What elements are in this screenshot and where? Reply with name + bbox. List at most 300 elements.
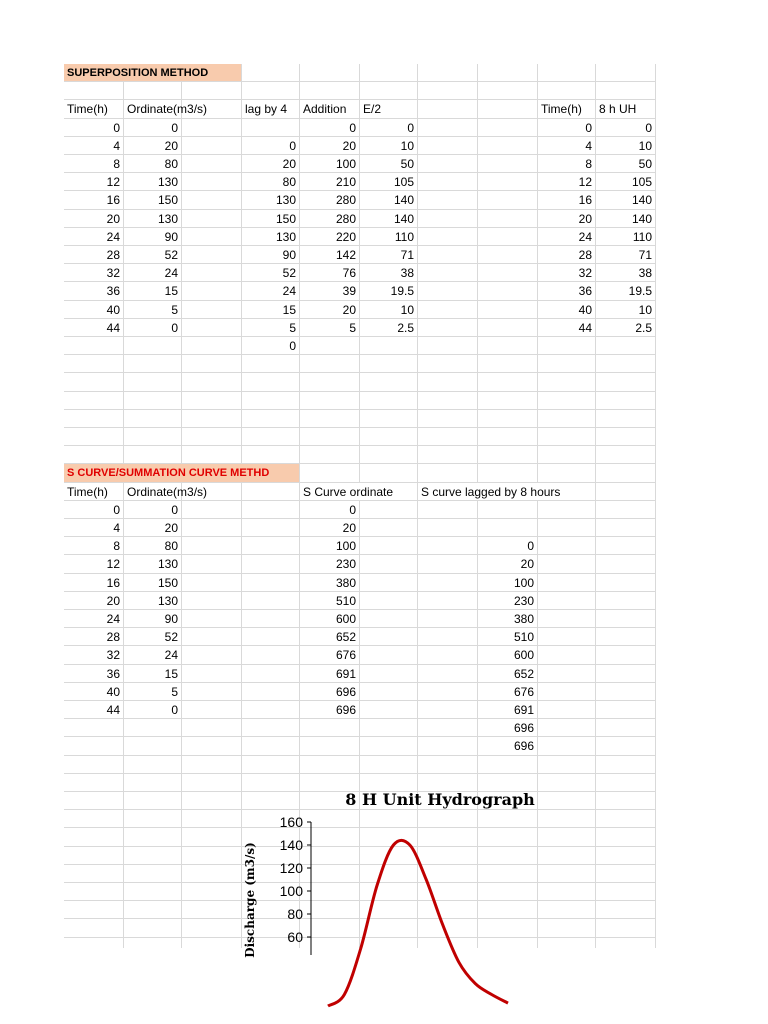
grid-cell[interactable] bbox=[418, 191, 478, 209]
grid-cell[interactable] bbox=[596, 82, 656, 100]
cell-ordinate[interactable]: 15 bbox=[124, 282, 182, 300]
cell-ordinate[interactable]: 20 bbox=[124, 137, 182, 155]
grid-cell[interactable] bbox=[360, 646, 418, 664]
grid-cell[interactable] bbox=[418, 155, 478, 173]
grid-cell[interactable] bbox=[596, 701, 656, 719]
grid-cell[interactable] bbox=[478, 446, 538, 464]
grid-cell[interactable] bbox=[242, 592, 300, 610]
grid-cell[interactable] bbox=[418, 574, 478, 592]
cell-s-ordinate[interactable]: 676 bbox=[300, 646, 360, 664]
grid-cell[interactable] bbox=[182, 82, 242, 100]
cell-time[interactable]: 12 bbox=[64, 173, 124, 191]
cell-ordinate[interactable]: 0 bbox=[124, 319, 182, 337]
grid-cell[interactable] bbox=[418, 592, 478, 610]
grid-cell[interactable] bbox=[360, 82, 418, 100]
grid-cell[interactable] bbox=[182, 282, 242, 300]
cell-time[interactable]: 4 bbox=[64, 137, 124, 155]
grid-cell[interactable] bbox=[538, 64, 596, 82]
cell-time[interactable]: 8 bbox=[64, 537, 124, 555]
grid-cell[interactable] bbox=[124, 919, 182, 937]
grid-cell[interactable] bbox=[242, 501, 300, 519]
cell-time[interactable]: 8 bbox=[64, 155, 124, 173]
cell-addition[interactable]: 20 bbox=[300, 301, 360, 319]
grid-cell[interactable] bbox=[242, 701, 300, 719]
cell-time[interactable]: 16 bbox=[64, 574, 124, 592]
grid-cell[interactable] bbox=[418, 646, 478, 664]
grid-cell[interactable] bbox=[182, 847, 242, 865]
grid-cell[interactable] bbox=[538, 82, 596, 100]
cell-uh[interactable]: 105 bbox=[596, 173, 656, 191]
cell-s-ordinate[interactable]: 696 bbox=[300, 701, 360, 719]
grid-cell[interactable] bbox=[418, 282, 478, 300]
cell-addition[interactable]: 100 bbox=[300, 155, 360, 173]
cell-time[interactable]: 12 bbox=[64, 555, 124, 573]
grid-cell[interactable] bbox=[360, 464, 418, 482]
grid-cell[interactable] bbox=[596, 355, 656, 373]
cell-s-lagged[interactable]: 100 bbox=[478, 574, 538, 592]
grid-cell[interactable] bbox=[360, 628, 418, 646]
cell-ordinate[interactable]: 52 bbox=[124, 246, 182, 264]
grid-cell[interactable] bbox=[64, 828, 124, 846]
grid-cell[interactable] bbox=[418, 246, 478, 264]
grid-cell[interactable] bbox=[418, 173, 478, 191]
grid-cell[interactable] bbox=[182, 155, 242, 173]
cell-uh-time[interactable]: 44 bbox=[538, 319, 596, 337]
grid-cell[interactable] bbox=[418, 264, 478, 282]
cell-ordinate[interactable]: 150 bbox=[124, 191, 182, 209]
cell-uh[interactable]: 50 bbox=[596, 155, 656, 173]
grid-cell[interactable] bbox=[538, 646, 596, 664]
grid-cell[interactable] bbox=[182, 100, 242, 118]
grid-cell[interactable] bbox=[242, 446, 300, 464]
grid-cell[interactable] bbox=[538, 373, 596, 391]
grid-cell[interactable] bbox=[242, 646, 300, 664]
grid-cell[interactable] bbox=[182, 646, 242, 664]
grid-cell[interactable] bbox=[300, 373, 360, 391]
cell-addition[interactable]: 280 bbox=[300, 191, 360, 209]
grid-cell[interactable] bbox=[124, 428, 182, 446]
cell-addition[interactable]: 39 bbox=[300, 282, 360, 300]
grid-cell[interactable] bbox=[300, 82, 360, 100]
grid-cell[interactable] bbox=[478, 64, 538, 82]
grid-cell[interactable] bbox=[360, 610, 418, 628]
grid-cell[interactable] bbox=[478, 428, 538, 446]
grid-cell[interactable] bbox=[538, 392, 596, 410]
cell-time[interactable]: 24 bbox=[64, 610, 124, 628]
grid-cell[interactable] bbox=[418, 756, 478, 774]
grid-cell[interactable] bbox=[478, 301, 538, 319]
cell-s-lagged[interactable]: 696 bbox=[478, 737, 538, 755]
grid-cell[interactable] bbox=[360, 64, 418, 82]
cell-time[interactable]: 0 bbox=[64, 501, 124, 519]
column-header-ordinate[interactable]: Ordinate(m3/s) bbox=[124, 483, 182, 501]
grid-cell[interactable] bbox=[360, 337, 418, 355]
cell-s-lagged[interactable]: 600 bbox=[478, 646, 538, 664]
cell-e2[interactable]: 71 bbox=[360, 246, 418, 264]
grid-cell[interactable] bbox=[124, 792, 182, 810]
cell-ordinate[interactable]: 15 bbox=[124, 665, 182, 683]
grid-cell[interactable] bbox=[242, 519, 300, 537]
grid-cell[interactable] bbox=[538, 355, 596, 373]
grid-cell[interactable] bbox=[360, 501, 418, 519]
cell-addition[interactable]: 76 bbox=[300, 264, 360, 282]
grid-cell[interactable] bbox=[242, 628, 300, 646]
grid-cell[interactable] bbox=[300, 410, 360, 428]
grid-cell[interactable] bbox=[538, 610, 596, 628]
grid-cell[interactable] bbox=[360, 701, 418, 719]
grid-cell[interactable] bbox=[418, 628, 478, 646]
grid-cell[interactable] bbox=[478, 756, 538, 774]
column-header-addition[interactable]: Addition bbox=[300, 100, 360, 118]
grid-cell[interactable] bbox=[538, 428, 596, 446]
grid-cell[interactable] bbox=[182, 919, 242, 937]
cell-ordinate[interactable]: 130 bbox=[124, 592, 182, 610]
cell-lag[interactable]: 52 bbox=[242, 264, 300, 282]
grid-cell[interactable] bbox=[182, 574, 242, 592]
cell-uh[interactable]: 38 bbox=[596, 264, 656, 282]
grid-cell[interactable] bbox=[64, 410, 124, 428]
grid-cell[interactable] bbox=[418, 319, 478, 337]
cell-uh-time[interactable]: 40 bbox=[538, 301, 596, 319]
cell-uh[interactable]: 140 bbox=[596, 210, 656, 228]
grid-cell[interactable] bbox=[124, 847, 182, 865]
grid-cell[interactable] bbox=[418, 610, 478, 628]
grid-cell[interactable] bbox=[124, 737, 182, 755]
cell-ordinate[interactable]: 90 bbox=[124, 228, 182, 246]
cell-ordinate[interactable]: 80 bbox=[124, 537, 182, 555]
grid-cell[interactable] bbox=[64, 901, 124, 919]
grid-cell[interactable] bbox=[538, 737, 596, 755]
grid-cell[interactable] bbox=[300, 392, 360, 410]
grid-cell[interactable] bbox=[64, 810, 124, 828]
cell-s-ordinate[interactable]: 0 bbox=[300, 501, 360, 519]
cell-e2[interactable]: 50 bbox=[360, 155, 418, 173]
cell-s-ordinate[interactable]: 652 bbox=[300, 628, 360, 646]
grid-cell[interactable] bbox=[418, 719, 478, 737]
grid-cell[interactable] bbox=[124, 756, 182, 774]
grid-cell[interactable] bbox=[182, 137, 242, 155]
grid-cell[interactable] bbox=[64, 82, 124, 100]
grid-cell[interactable] bbox=[478, 355, 538, 373]
cell-s-lagged[interactable]: 691 bbox=[478, 701, 538, 719]
cell-ordinate[interactable]: 130 bbox=[124, 173, 182, 191]
cell-time[interactable]: 16 bbox=[64, 191, 124, 209]
cell-s-ordinate[interactable]: 100 bbox=[300, 537, 360, 555]
grid-cell[interactable] bbox=[418, 64, 478, 82]
grid-cell[interactable] bbox=[596, 592, 656, 610]
grid-cell[interactable] bbox=[300, 719, 360, 737]
grid-cell[interactable] bbox=[478, 210, 538, 228]
cell-lag[interactable]: 80 bbox=[242, 173, 300, 191]
grid-cell[interactable] bbox=[360, 428, 418, 446]
grid-cell[interactable] bbox=[182, 392, 242, 410]
grid-cell[interactable] bbox=[182, 319, 242, 337]
grid-cell[interactable] bbox=[242, 737, 300, 755]
grid-cell[interactable] bbox=[478, 155, 538, 173]
cell-uh[interactable]: 140 bbox=[596, 191, 656, 209]
grid-cell[interactable] bbox=[182, 792, 242, 810]
grid-cell[interactable] bbox=[242, 119, 300, 137]
cell-lag[interactable]: 20 bbox=[242, 155, 300, 173]
grid-cell[interactable] bbox=[418, 301, 478, 319]
cell-ordinate[interactable]: 24 bbox=[124, 646, 182, 664]
grid-cell[interactable] bbox=[418, 137, 478, 155]
column-header-e2[interactable]: E/2 bbox=[360, 100, 418, 118]
grid-cell[interactable] bbox=[182, 938, 242, 948]
grid-cell[interactable] bbox=[538, 592, 596, 610]
grid-cell[interactable] bbox=[478, 337, 538, 355]
grid-cell[interactable] bbox=[242, 610, 300, 628]
grid-cell[interactable] bbox=[538, 410, 596, 428]
grid-cell[interactable] bbox=[418, 446, 478, 464]
grid-cell[interactable] bbox=[538, 446, 596, 464]
cell-addition[interactable]: 0 bbox=[300, 119, 360, 137]
grid-cell[interactable] bbox=[242, 355, 300, 373]
grid-cell[interactable] bbox=[596, 464, 656, 482]
cell-ordinate[interactable]: 5 bbox=[124, 683, 182, 701]
grid-cell[interactable] bbox=[418, 428, 478, 446]
cell-lag[interactable]: 0 bbox=[242, 337, 300, 355]
grid-cell[interactable] bbox=[596, 555, 656, 573]
grid-cell[interactable] bbox=[418, 464, 478, 482]
cell-e2[interactable]: 10 bbox=[360, 301, 418, 319]
grid-cell[interactable] bbox=[300, 737, 360, 755]
grid-cell[interactable] bbox=[360, 537, 418, 555]
grid-cell[interactable] bbox=[64, 865, 124, 883]
grid-cell[interactable] bbox=[596, 719, 656, 737]
cell-uh-time[interactable]: 12 bbox=[538, 173, 596, 191]
cell-uh-time[interactable]: 36 bbox=[538, 282, 596, 300]
grid-cell[interactable] bbox=[182, 537, 242, 555]
cell-uh[interactable]: 110 bbox=[596, 228, 656, 246]
grid-cell[interactable] bbox=[182, 246, 242, 264]
grid-cell[interactable] bbox=[182, 373, 242, 391]
grid-cell[interactable] bbox=[64, 792, 124, 810]
grid-cell[interactable] bbox=[538, 519, 596, 537]
grid-cell[interactable] bbox=[418, 210, 478, 228]
cell-s-ordinate[interactable]: 510 bbox=[300, 592, 360, 610]
grid-cell[interactable] bbox=[64, 938, 124, 948]
grid-cell[interactable] bbox=[182, 628, 242, 646]
cell-uh[interactable]: 19.5 bbox=[596, 282, 656, 300]
grid-cell[interactable] bbox=[538, 756, 596, 774]
cell-s-lagged[interactable]: 676 bbox=[478, 683, 538, 701]
cell-time[interactable]: 32 bbox=[64, 646, 124, 664]
grid-cell[interactable] bbox=[64, 774, 124, 792]
grid-cell[interactable] bbox=[124, 392, 182, 410]
grid-cell[interactable] bbox=[418, 337, 478, 355]
cell-e2[interactable]: 0 bbox=[360, 119, 418, 137]
grid-cell[interactable] bbox=[182, 210, 242, 228]
cell-time[interactable]: 40 bbox=[64, 683, 124, 701]
grid-cell[interactable] bbox=[360, 555, 418, 573]
grid-cell[interactable] bbox=[418, 537, 478, 555]
grid-cell[interactable] bbox=[124, 883, 182, 901]
cell-addition[interactable]: 20 bbox=[300, 137, 360, 155]
cell-s-ordinate[interactable]: 696 bbox=[300, 683, 360, 701]
cell-addition[interactable]: 210 bbox=[300, 173, 360, 191]
grid-cell[interactable] bbox=[242, 683, 300, 701]
column-header-time[interactable]: Time(h) bbox=[64, 483, 124, 501]
grid-cell[interactable] bbox=[64, 719, 124, 737]
cell-uh[interactable]: 0 bbox=[596, 119, 656, 137]
grid-cell[interactable] bbox=[596, 519, 656, 537]
grid-cell[interactable] bbox=[300, 464, 360, 482]
grid-cell[interactable] bbox=[418, 392, 478, 410]
cell-lag[interactable]: 0 bbox=[242, 137, 300, 155]
grid-cell[interactable] bbox=[360, 355, 418, 373]
cell-time[interactable]: 24 bbox=[64, 228, 124, 246]
grid-cell[interactable] bbox=[124, 938, 182, 948]
grid-cell[interactable] bbox=[182, 665, 242, 683]
grid-cell[interactable] bbox=[596, 683, 656, 701]
cell-time[interactable]: 44 bbox=[64, 319, 124, 337]
column-header-uh-time[interactable]: Time(h) bbox=[538, 100, 596, 118]
cell-ordinate[interactable]: 80 bbox=[124, 155, 182, 173]
grid-cell[interactable] bbox=[242, 756, 300, 774]
cell-e2[interactable]: 2.5 bbox=[360, 319, 418, 337]
cell-time[interactable]: 28 bbox=[64, 246, 124, 264]
cell-s-lagged[interactable]: 380 bbox=[478, 610, 538, 628]
grid-cell[interactable] bbox=[182, 173, 242, 191]
cell-ordinate[interactable]: 90 bbox=[124, 610, 182, 628]
cell-uh-time[interactable]: 4 bbox=[538, 137, 596, 155]
cell-time[interactable]: 4 bbox=[64, 519, 124, 537]
cell-ordinate[interactable]: 0 bbox=[124, 119, 182, 137]
grid-cell[interactable] bbox=[242, 719, 300, 737]
cell-s-ordinate[interactable]: 230 bbox=[300, 555, 360, 573]
cell-time[interactable]: 40 bbox=[64, 301, 124, 319]
grid-cell[interactable] bbox=[418, 100, 478, 118]
cell-e2[interactable]: 105 bbox=[360, 173, 418, 191]
grid-cell[interactable] bbox=[596, 737, 656, 755]
cell-addition[interactable]: 220 bbox=[300, 228, 360, 246]
grid-cell[interactable] bbox=[538, 719, 596, 737]
cell-uh[interactable]: 10 bbox=[596, 301, 656, 319]
cell-time[interactable]: 36 bbox=[64, 282, 124, 300]
cell-ordinate[interactable]: 0 bbox=[124, 701, 182, 719]
grid-cell[interactable] bbox=[300, 337, 360, 355]
grid-cell[interactable] bbox=[596, 428, 656, 446]
grid-cell[interactable] bbox=[360, 719, 418, 737]
grid-cell[interactable] bbox=[478, 282, 538, 300]
grid-cell[interactable] bbox=[64, 337, 124, 355]
grid-cell[interactable] bbox=[418, 519, 478, 537]
cell-time[interactable]: 0 bbox=[64, 119, 124, 137]
grid-cell[interactable] bbox=[596, 501, 656, 519]
cell-uh[interactable]: 2.5 bbox=[596, 319, 656, 337]
cell-addition[interactable]: 280 bbox=[300, 210, 360, 228]
grid-cell[interactable] bbox=[418, 737, 478, 755]
grid-cell[interactable] bbox=[182, 883, 242, 901]
grid-cell[interactable] bbox=[478, 246, 538, 264]
cell-s-lagged[interactable]: 230 bbox=[478, 592, 538, 610]
grid-cell[interactable] bbox=[182, 737, 242, 755]
grid-cell[interactable] bbox=[64, 428, 124, 446]
cell-time[interactable]: 36 bbox=[64, 665, 124, 683]
cell-addition[interactable]: 142 bbox=[300, 246, 360, 264]
grid-cell[interactable] bbox=[478, 119, 538, 137]
grid-cell[interactable] bbox=[300, 64, 360, 82]
cell-e2[interactable]: 140 bbox=[360, 191, 418, 209]
grid-cell[interactable] bbox=[596, 446, 656, 464]
grid-cell[interactable] bbox=[182, 119, 242, 137]
grid-cell[interactable] bbox=[242, 428, 300, 446]
cell-lag[interactable]: 90 bbox=[242, 246, 300, 264]
grid-cell[interactable] bbox=[596, 337, 656, 355]
cell-uh-time[interactable]: 8 bbox=[538, 155, 596, 173]
cell-time[interactable]: 44 bbox=[64, 701, 124, 719]
grid-cell[interactable] bbox=[182, 501, 242, 519]
grid-cell[interactable] bbox=[182, 264, 242, 282]
grid-cell[interactable] bbox=[182, 592, 242, 610]
grid-cell[interactable] bbox=[182, 301, 242, 319]
cell-s-lagged[interactable]: 0 bbox=[478, 537, 538, 555]
grid-cell[interactable] bbox=[418, 683, 478, 701]
grid-cell[interactable] bbox=[182, 683, 242, 701]
grid-cell[interactable] bbox=[538, 537, 596, 555]
grid-cell[interactable] bbox=[360, 756, 418, 774]
grid-cell[interactable] bbox=[360, 519, 418, 537]
cell-ordinate[interactable]: 20 bbox=[124, 519, 182, 537]
cell-lag[interactable]: 5 bbox=[242, 319, 300, 337]
grid-cell[interactable] bbox=[478, 82, 538, 100]
grid-cell[interactable] bbox=[478, 319, 538, 337]
grid-cell[interactable] bbox=[478, 501, 538, 519]
grid-cell[interactable] bbox=[596, 537, 656, 555]
grid-cell[interactable] bbox=[242, 82, 300, 100]
grid-cell[interactable] bbox=[538, 464, 596, 482]
grid-cell[interactable] bbox=[418, 501, 478, 519]
grid-cell[interactable] bbox=[360, 737, 418, 755]
grid-cell[interactable] bbox=[478, 100, 538, 118]
grid-cell[interactable] bbox=[182, 428, 242, 446]
grid-cell[interactable] bbox=[300, 756, 360, 774]
grid-cell[interactable] bbox=[124, 719, 182, 737]
cell-time[interactable]: 20 bbox=[64, 210, 124, 228]
grid-cell[interactable] bbox=[538, 555, 596, 573]
grid-cell[interactable] bbox=[478, 410, 538, 428]
grid-cell[interactable] bbox=[538, 683, 596, 701]
grid-cell[interactable] bbox=[242, 555, 300, 573]
grid-cell[interactable] bbox=[64, 392, 124, 410]
grid-cell[interactable] bbox=[182, 555, 242, 573]
cell-e2[interactable]: 38 bbox=[360, 264, 418, 282]
grid-cell[interactable] bbox=[418, 82, 478, 100]
cell-ordinate[interactable]: 150 bbox=[124, 574, 182, 592]
cell-uh-time[interactable]: 24 bbox=[538, 228, 596, 246]
column-header-ordinate[interactable]: Ordinate(m3/s) bbox=[124, 100, 182, 118]
grid-cell[interactable] bbox=[478, 392, 538, 410]
grid-cell[interactable] bbox=[418, 555, 478, 573]
cell-e2[interactable]: 19.5 bbox=[360, 282, 418, 300]
grid-cell[interactable] bbox=[182, 410, 242, 428]
column-header-s-lagged[interactable]: S curve lagged by 8 hours bbox=[418, 483, 596, 501]
cell-s-lagged[interactable]: 510 bbox=[478, 628, 538, 646]
grid-cell[interactable] bbox=[182, 901, 242, 919]
grid-cell[interactable] bbox=[596, 756, 656, 774]
grid-cell[interactable] bbox=[418, 665, 478, 683]
grid-cell[interactable] bbox=[596, 628, 656, 646]
cell-lag[interactable]: 15 bbox=[242, 301, 300, 319]
cell-s-ordinate[interactable]: 600 bbox=[300, 610, 360, 628]
grid-cell[interactable] bbox=[596, 610, 656, 628]
grid-cell[interactable] bbox=[124, 337, 182, 355]
cell-ordinate[interactable]: 24 bbox=[124, 264, 182, 282]
grid-cell[interactable] bbox=[64, 883, 124, 901]
cell-time[interactable]: 20 bbox=[64, 592, 124, 610]
grid-cell[interactable] bbox=[478, 228, 538, 246]
